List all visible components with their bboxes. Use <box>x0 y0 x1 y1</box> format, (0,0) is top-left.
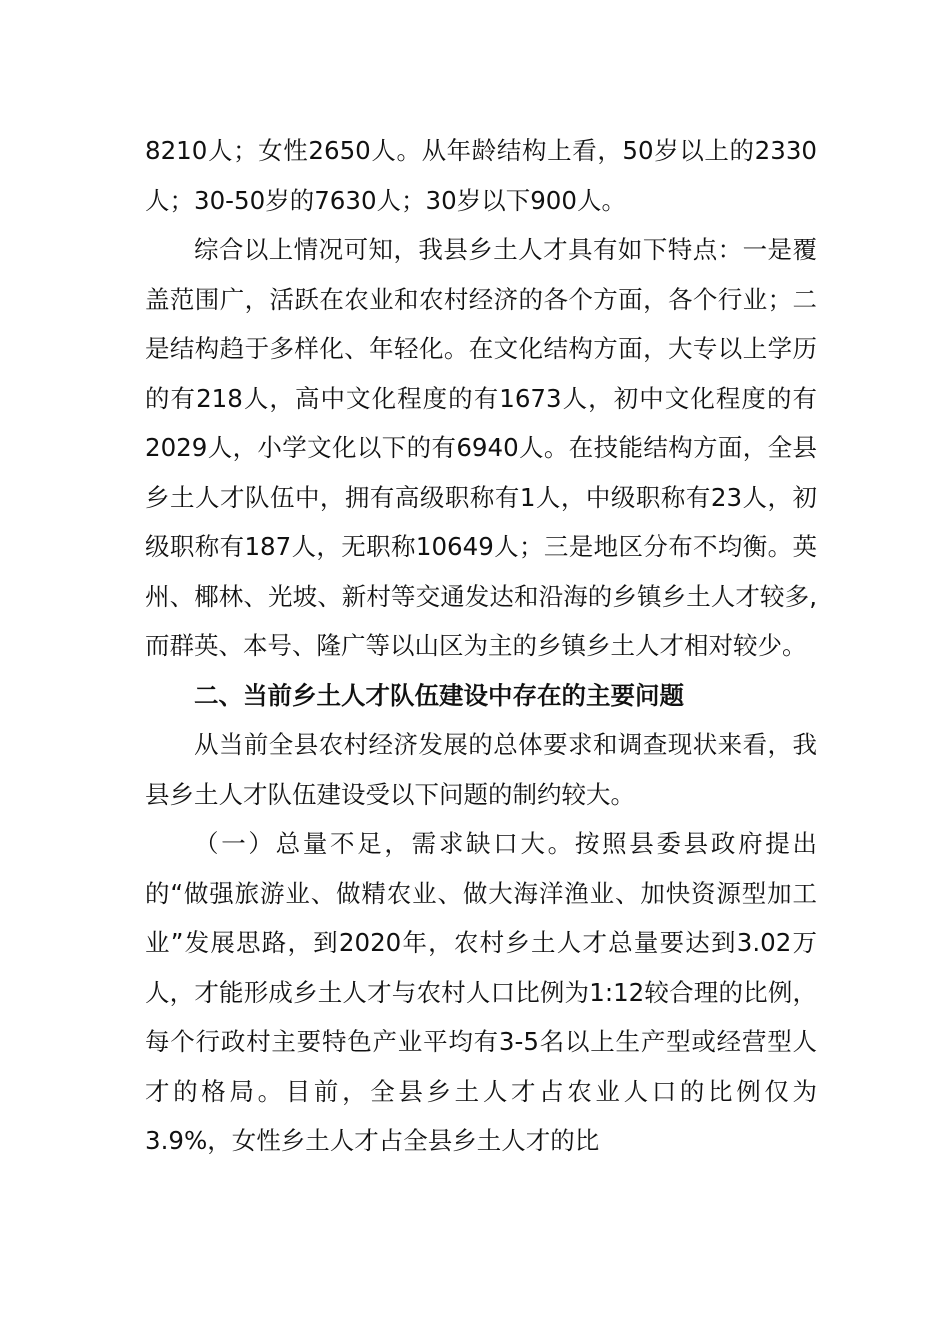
section-heading: 二、当前乡土人才队伍建设中存在的主要问题 <box>194 680 684 710</box>
body-text <box>145 126 817 1166</box>
paragraph-problem-intro: 从当前全县农村经济发展的总体要求和调查现状来看，我县乡土人才队伍建设受以下问题的制约较大。 <box>145 730 817 809</box>
paragraph-continuation: 8210人；女性2650人。从年龄结构上看，50岁以上的2330人；30-50岁的7630人；30岁以下900人。 <box>145 136 817 215</box>
paragraph-talent-characteristics: 综合以上情况可知，我县乡土人才具有如下特点：一是覆盖范围广，活跃在农业和农村经济的各个方面，各个行业；二是结构趋于多样化、年轻化。在文化结构方面，大专以上学历的有218人，高中文化程度的有1673人，初中文化程度的有2029人，小学文化以下的有6940人。在技能结构方面，全县乡土人才队伍中，拥有高级职称有1人，中级职称有23人，初级职称有187人，无职称10649人；三是地区分布不均衡。英州、椰林、光坡、新村等交通发达和沿海的乡镇乡土人才较多,而群英、本号、隆广等以山区为主的乡镇乡土人才相对较少。 <box>145 235 817 660</box>
paragraph-shortage: （一）总量不足，需求缺口大。按照县委县政府提出的“做强旅游业、做精农业、做大海洋渔业、加快资源型加工业”发展思路，到2020年，农村乡土人才总量要达到3.02万人，才能形成乡土人才与农村人口比例为1:12较合理的比例，每个行政村主要特色产业平均有3-5名以上生产型或经营型人才的格局。目前，全县乡土人才占农业人口的比例仅为3.9%，女性乡土人才占全县乡土人才的比 <box>145 829 817 1155</box>
